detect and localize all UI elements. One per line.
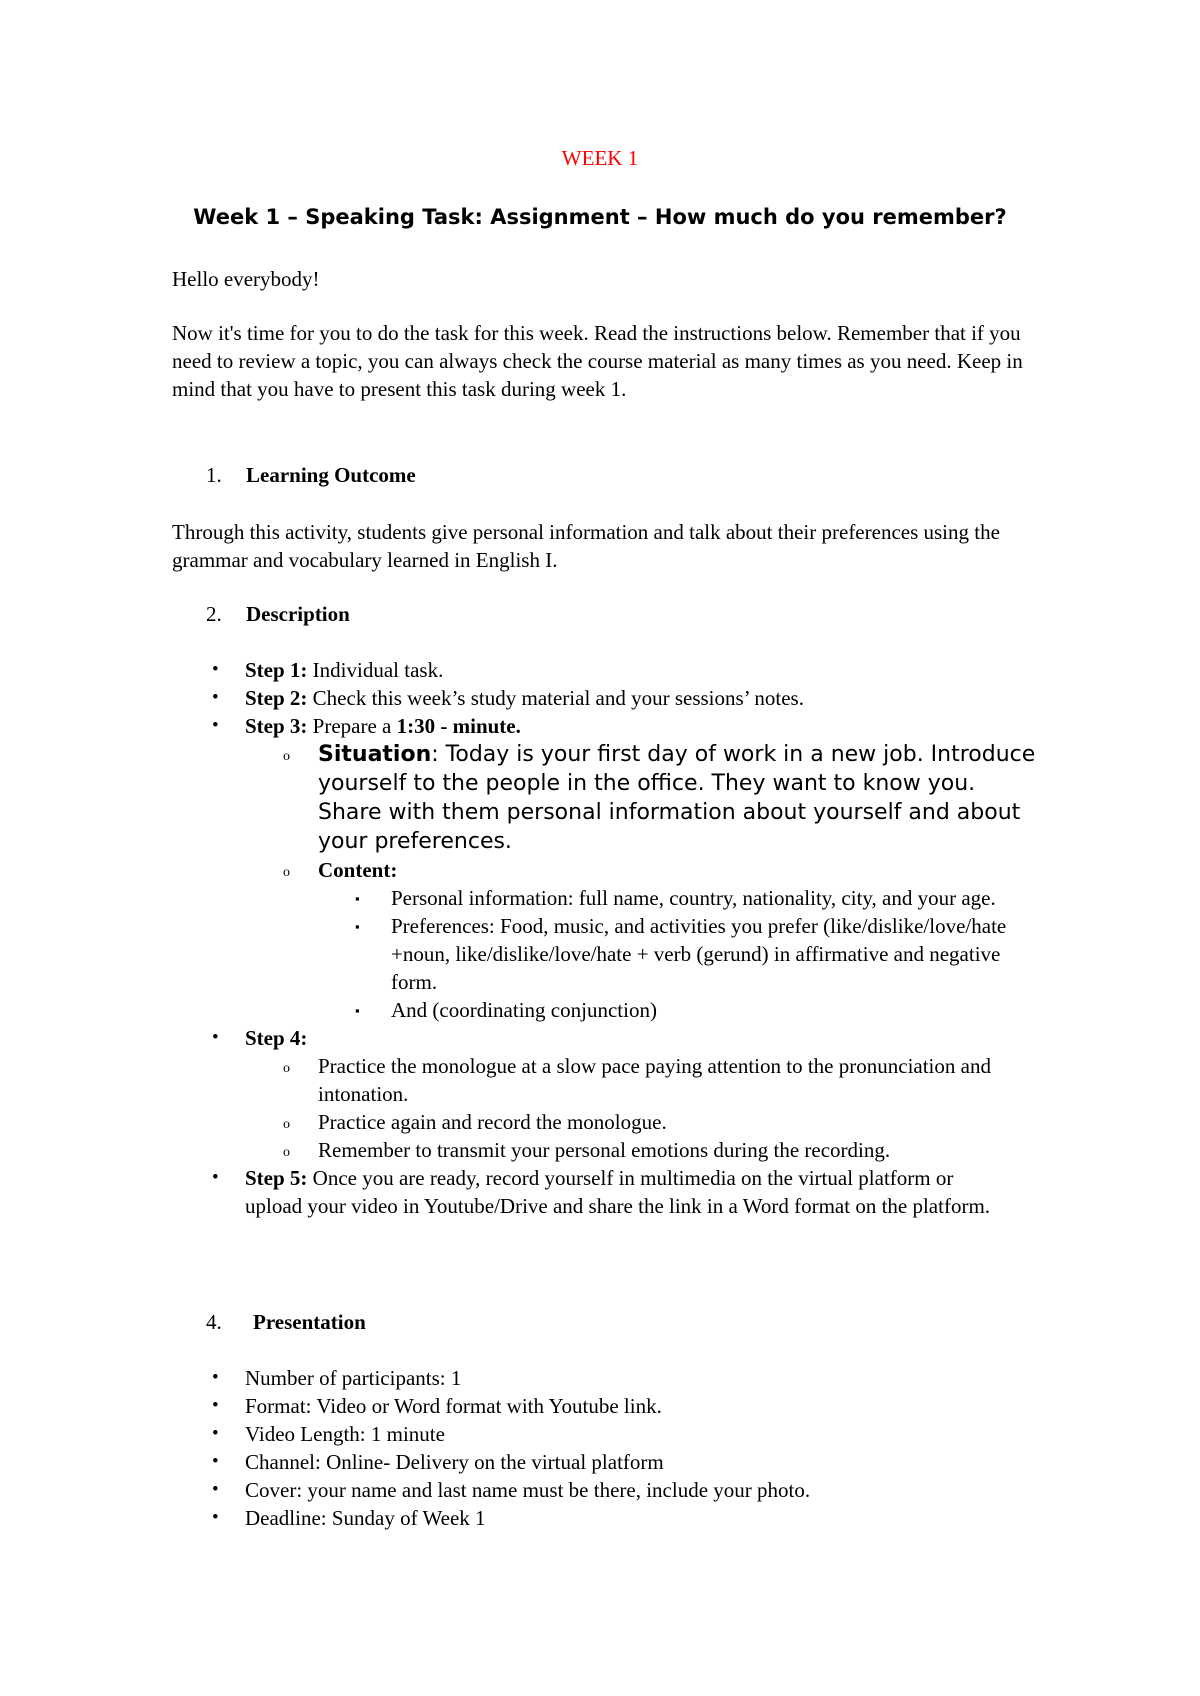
bullet-icon: • xyxy=(212,1423,219,1444)
page-title: Week 1 – Speaking Task: Assignment – How much do you remember? xyxy=(193,205,1007,229)
content-subitem-text: Personal information: full name, country, nationality, city, and your age. xyxy=(391,886,996,910)
bullet-icon: • xyxy=(212,1451,219,1472)
bullet-icon: • xyxy=(212,1027,219,1048)
content-subitem xyxy=(0,996,1043,1024)
step-1-item xyxy=(0,656,1043,684)
content-label: Content: xyxy=(318,858,398,882)
presentation-item-text: Deadline: Sunday of Week 1 xyxy=(245,1506,486,1530)
step-4-item xyxy=(0,1024,1043,1052)
bullet-icon: • xyxy=(212,715,219,736)
greeting: Hello everybody! xyxy=(172,267,320,291)
step-text: Check this week’s study material and your sessions’ notes. xyxy=(307,686,804,710)
presentation-item-text: Video Length: 1 minute xyxy=(245,1422,445,1446)
step-4-subitem xyxy=(0,1052,1043,1108)
situation-item xyxy=(0,740,1043,856)
square-bullet-icon: ▪ xyxy=(355,1003,360,1018)
sub-bullet-icon: o xyxy=(283,1117,290,1132)
step-4-subitem-text: Remember to transmit your personal emotions during the recording. xyxy=(318,1138,891,1162)
step-2-item xyxy=(0,684,1043,712)
sub-bullet-icon: o xyxy=(283,749,290,764)
sub-bullet-icon: o xyxy=(283,865,290,880)
square-bullet-icon: ▪ xyxy=(355,891,360,906)
bullet-icon: • xyxy=(212,659,219,680)
bullet-icon: • xyxy=(212,1367,219,1388)
presentation-item xyxy=(0,1392,1015,1420)
presentation-list xyxy=(0,1364,1015,1532)
presentation-item xyxy=(0,1448,1015,1476)
step-4-subitem xyxy=(0,1136,1043,1164)
bullet-icon: • xyxy=(212,1167,219,1188)
presentation-item-text: Number of participants: 1 xyxy=(245,1366,462,1390)
step-3-item xyxy=(0,712,1043,740)
presentation-item xyxy=(0,1504,1015,1532)
sub-bullet-icon: o xyxy=(283,1145,290,1160)
square-bullet-icon: ▪ xyxy=(355,919,360,934)
section-heading-label: Learning Outcome xyxy=(246,463,416,487)
content-item xyxy=(0,856,1043,884)
content-subitem-text: And (coordinating conjunction) xyxy=(391,998,657,1022)
bullet-icon: • xyxy=(212,1507,219,1528)
step-duration: 1:30 - minute. xyxy=(396,714,521,738)
presentation-item xyxy=(0,1364,1015,1392)
presentation-item-text: Format: Video or Word format with Youtube link. xyxy=(245,1394,662,1418)
section-number: 4. xyxy=(206,1310,222,1334)
section-number: 2. xyxy=(206,602,222,626)
sub-bullet-icon: o xyxy=(283,1061,290,1076)
content-subitem xyxy=(0,884,1043,912)
learning-outcome-text: Through this activity, students give personal information and talk about their preferences using the grammar and vocabulary learned in English I. xyxy=(172,520,1000,572)
section-heading-label: Presentation xyxy=(253,1310,366,1334)
step-5-item xyxy=(0,1164,1043,1220)
section-number: 1. xyxy=(206,463,222,487)
step-4-subitem-text: Practice again and record the monologue. xyxy=(318,1110,667,1134)
situation-label: Situation xyxy=(318,742,432,767)
intro-paragraph: Now it's time for you to do the task for this week. Read the instructions below. Remember that if you need to review a topic, you can always check the course material as many times as you need. Keep in mind that you have to present this task during week 1. xyxy=(172,321,1023,401)
content-subitem xyxy=(0,912,1043,996)
content-subitem-text: Preferences: Food, music, and activities you prefer (like/dislike/love/hate +noun, like/dislike/love/hate + verb (gerund) in affirmative and negative form. xyxy=(391,914,1007,994)
step-text: Prepare a xyxy=(307,714,397,738)
bullet-icon: • xyxy=(212,687,219,708)
step-text: Once you are ready, record yourself in multimedia on the virtual platform or upload your video in Youtube/Drive and share the link in a Word format on the platform. xyxy=(245,1166,991,1218)
step-text: Individual task. xyxy=(307,658,444,682)
steps-list xyxy=(0,656,1043,1220)
presentation-item-text: Channel: Online- Delivery on the virtual platform xyxy=(245,1450,664,1474)
presentation-item xyxy=(0,1476,1015,1504)
step-label: Step 4: xyxy=(245,1026,308,1050)
week-label: WEEK 1 xyxy=(561,146,639,170)
step-label: Step 5: xyxy=(245,1166,308,1190)
step-label: Step 3: xyxy=(245,714,308,738)
step-4-subitem xyxy=(0,1108,1043,1136)
step-4-subitem-text: Practice the monologue at a slow pace paying attention to the pronunciation and intonation. xyxy=(318,1054,991,1106)
presentation-item-text: Cover: your name and last name must be there, include your photo. xyxy=(245,1478,811,1502)
step-label: Step 1: xyxy=(245,658,308,682)
bullet-icon: • xyxy=(212,1479,219,1500)
bullet-icon: • xyxy=(212,1395,219,1416)
presentation-item xyxy=(0,1420,1015,1448)
step-label: Step 2: xyxy=(245,686,308,710)
situation-text: : Today is your first day of work in a new job. Introduce yourself to the people in the office. They want to know you. Share with them personal information about yourself and about your preferences. xyxy=(318,742,1036,854)
section-heading-label: Description xyxy=(246,602,350,626)
